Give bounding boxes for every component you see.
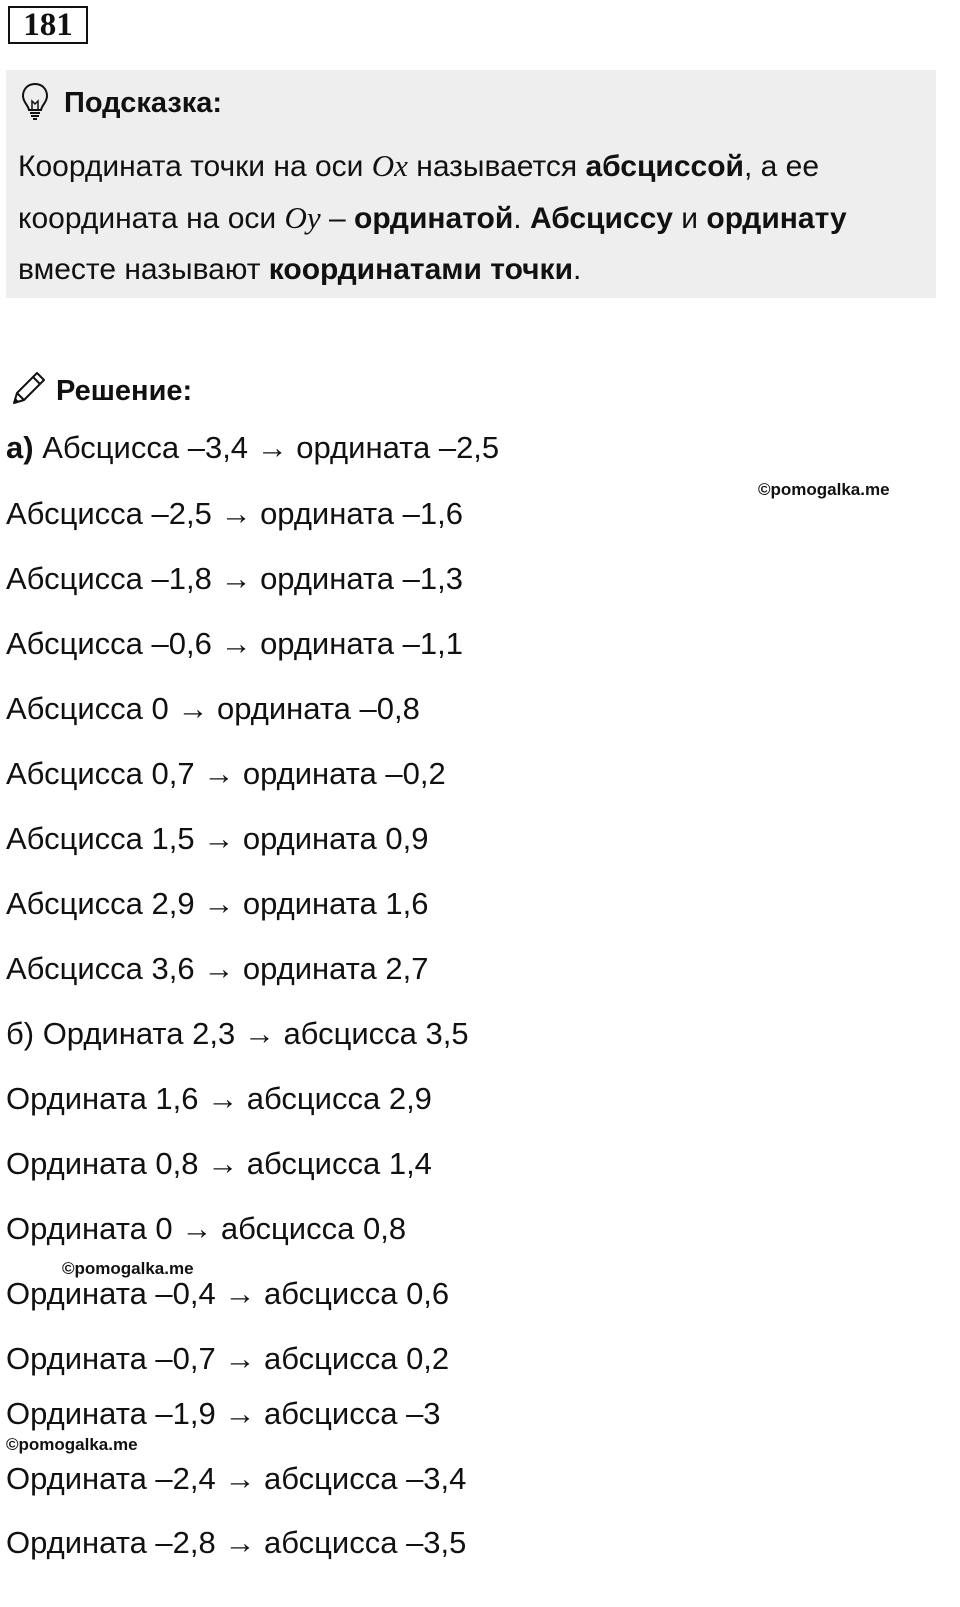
solution-header <box>8 370 192 412</box>
axis-ox: Ox <box>371 148 408 183</box>
solution-line: Ордината –2,4 → абсцисса –3,4 <box>6 1461 467 1496</box>
solution-line: Ордината 1,6 → абсцисса 2,9 <box>6 1081 432 1116</box>
solution-title: Решение: <box>56 374 193 407</box>
hint-header <box>20 82 222 124</box>
hint-text-part: , а ее координата на оси <box>18 150 820 235</box>
hint-text <box>18 140 923 295</box>
watermark: ©pomogalka.me <box>6 1435 138 1454</box>
solution-line: Ордината 0 → абсцисса 0,8 <box>6 1211 407 1246</box>
pencil-icon <box>8 369 56 414</box>
solution-line: Абсцисса –1,8 → ордината –1,3 <box>6 561 463 596</box>
hint-text-part: вместе называют <box>18 253 269 286</box>
solution-line: Абсцисса 1,5 → ордината 0,9 <box>6 821 429 856</box>
hint-text-part: и <box>672 202 707 235</box>
solution-line: Ордината 0,8 → абсцисса 1,4 <box>6 1146 432 1181</box>
lightbulb-icon <box>20 81 64 126</box>
term-ordinate-acc: ординату <box>706 202 847 235</box>
watermark: ©pomogalka.me <box>758 480 890 499</box>
solution-line: Абсцисса 0,7 → ордината –0,2 <box>6 756 446 791</box>
solution-line: Абсцисса –2,5 → ордината –1,6 <box>6 496 463 531</box>
line-text: Абсцисса –3,4 → ордината –2,5 <box>42 430 500 465</box>
solution-line: Ордината –1,9 → абсцисса –3 <box>6 1396 441 1431</box>
solution-line: Абсцисса 0 → ордината –0,8 <box>6 691 420 726</box>
axis-oy: Oy <box>284 200 321 235</box>
term-abscissa: абсциссой <box>585 150 744 183</box>
solution-line: Абсцисса 2,9 → ордината 1,6 <box>6 886 429 921</box>
term-coordinates: координатами точки <box>268 253 574 286</box>
hint-text-part: – <box>320 202 354 235</box>
watermark: ©pomogalka.me <box>62 1259 194 1278</box>
hint-text-part: . <box>573 253 582 286</box>
hint-text-part: называется <box>407 150 586 183</box>
hint-text-part: . <box>513 202 530 235</box>
solution-line: Абсцисса 3,6 → ордината 2,7 <box>6 951 429 986</box>
hint-box <box>6 70 936 298</box>
hint-title: Подсказка: <box>64 86 223 119</box>
term-ordinate: ординатой <box>354 202 514 235</box>
hint-text-part: Координата точки на оси <box>18 150 372 183</box>
part-a-label: а) <box>6 430 34 465</box>
solution-line: Ордината –0,7 → абсцисса 0,2 <box>6 1341 450 1376</box>
solution-line: б) Ордината 2,3 → абсцисса 3,5 <box>6 1016 469 1051</box>
task-number: 181 <box>8 6 88 44</box>
solution-line <box>6 428 499 468</box>
solution-line: Ордината –2,8 → абсцисса –3,5 <box>6 1525 467 1560</box>
solution-line: Абсцисса –0,6 → ордината –1,1 <box>6 626 463 661</box>
term-abscissa-acc: Абсциссу <box>529 202 673 235</box>
solution-line: Ордината –0,4 → абсцисса 0,6 <box>6 1276 450 1311</box>
